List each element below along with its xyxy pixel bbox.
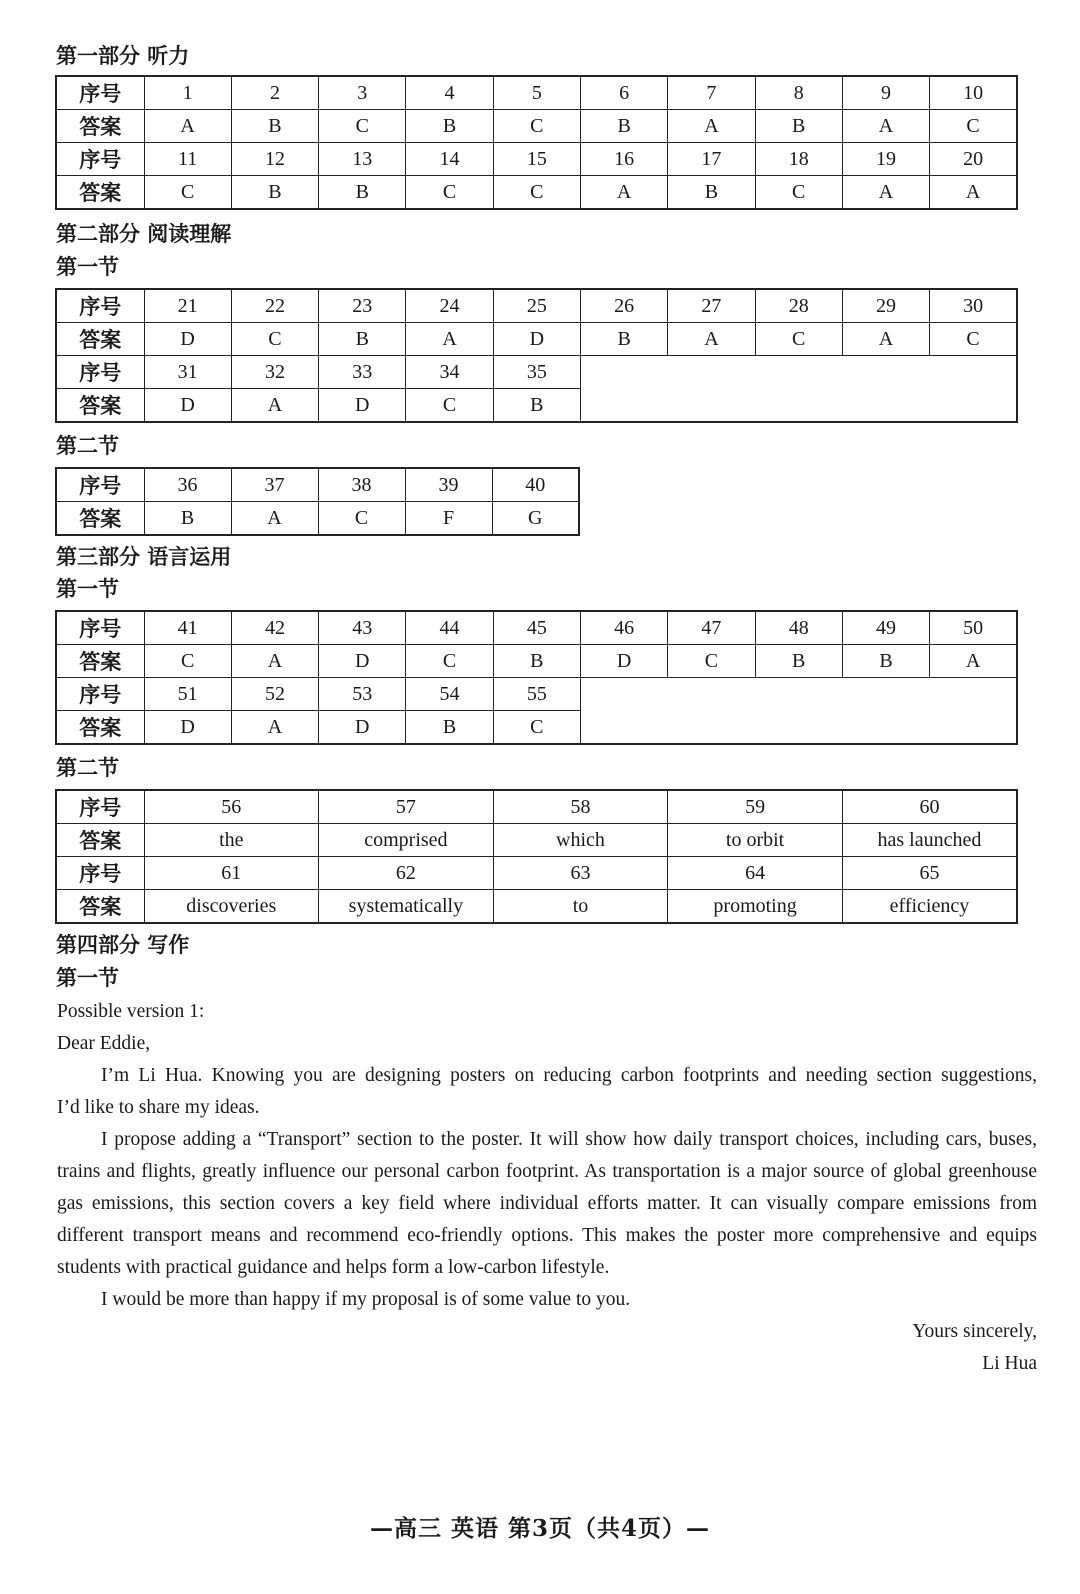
question-number-cell: 3 <box>319 76 406 110</box>
answer-cell: C <box>493 110 580 143</box>
row-label-number: 序号 <box>56 790 144 824</box>
part3-section1-answer-table <box>55 610 1018 745</box>
question-number-cell: 6 <box>580 76 667 110</box>
question-number-cell: 52 <box>231 678 318 711</box>
row-label-answer: 答案 <box>56 711 144 745</box>
answer-cell: F <box>405 502 492 536</box>
page-footer: —高三 英语 第3页（共4页）— <box>369 1515 711 1542</box>
answer-cell: A <box>231 645 318 678</box>
row-label-number: 序号 <box>56 857 144 890</box>
answer-row <box>56 323 1017 356</box>
answer-cell: B <box>493 645 580 678</box>
answer-cell: C <box>144 645 231 678</box>
answer-cell: C <box>144 176 231 210</box>
row-label-answer: 答案 <box>56 502 144 536</box>
question-number-cell: 15 <box>493 143 580 176</box>
question-number-cell: 16 <box>580 143 667 176</box>
question-number-cell: 39 <box>405 468 492 502</box>
row-label-number: 序号 <box>56 611 144 645</box>
row-label-number: 序号 <box>56 76 144 110</box>
answer-cell: A <box>668 110 755 143</box>
part2-title: 第二部分 阅读理解 <box>56 221 232 246</box>
part1-title: 第一部分 听力 <box>56 43 190 68</box>
part3-section2-answer-table <box>55 789 1018 924</box>
question-number-cell: 27 <box>668 289 755 323</box>
question-number-cell: 33 <box>319 356 406 389</box>
answer-cell: C <box>755 176 842 210</box>
letter-closing: Yours sincerely, <box>912 1321 1037 1342</box>
row-label-number: 序号 <box>56 468 144 502</box>
part4-section1-title: 第一节 <box>56 965 119 990</box>
answer-row <box>56 890 1017 924</box>
part3-title: 第三部分 语言运用 <box>56 544 232 569</box>
answer-row <box>56 711 1017 745</box>
row-label-answer: 答案 <box>56 323 144 356</box>
answer-row <box>56 176 1017 210</box>
question-number-cell: 65 <box>842 857 1017 890</box>
number-row <box>56 678 1017 711</box>
version-label: Possible version 1: <box>57 1001 205 1022</box>
question-number-cell: 48 <box>755 611 842 645</box>
empty-cell <box>580 356 1017 389</box>
answer-cell: A <box>231 389 318 423</box>
number-row <box>56 356 1017 389</box>
answer-cell: to orbit <box>668 824 843 857</box>
answer-cell: B <box>144 502 231 536</box>
question-number-cell: 20 <box>930 143 1017 176</box>
question-number-cell: 58 <box>493 790 668 824</box>
answer-cell: which <box>493 824 668 857</box>
answer-cell: B <box>580 323 667 356</box>
answer-cell: B <box>493 389 580 423</box>
question-number-cell: 8 <box>755 76 842 110</box>
row-label-number: 序号 <box>56 356 144 389</box>
answer-cell: A <box>668 323 755 356</box>
answer-cell: C <box>755 323 842 356</box>
question-number-cell: 36 <box>144 468 231 502</box>
answer-cell: C <box>930 110 1017 143</box>
number-row <box>56 611 1017 645</box>
question-number-cell: 18 <box>755 143 842 176</box>
question-number-cell: 55 <box>493 678 580 711</box>
question-number-cell: 25 <box>493 289 580 323</box>
number-row <box>56 468 579 502</box>
answer-cell: C <box>231 323 318 356</box>
answer-cell: B <box>231 176 318 210</box>
row-label-number: 序号 <box>56 143 144 176</box>
question-number-cell: 45 <box>493 611 580 645</box>
question-number-cell: 64 <box>668 857 843 890</box>
letter-paragraph-1-line-1: I’m Li Hua. Knowing you are designing posters on reducing carbon footprints and needing section suggestions, <box>101 1065 1037 1086</box>
question-number-cell: 9 <box>842 76 929 110</box>
question-number-cell: 46 <box>580 611 667 645</box>
answer-cell: the <box>144 824 319 857</box>
question-number-cell: 19 <box>842 143 929 176</box>
answer-cell: C <box>319 110 406 143</box>
answer-cell: C <box>930 323 1017 356</box>
letter-signature: Li Hua <box>982 1353 1037 1374</box>
question-number-cell: 61 <box>144 857 319 890</box>
question-number-cell: 29 <box>842 289 929 323</box>
answer-cell: D <box>319 389 406 423</box>
question-number-cell: 2 <box>231 76 318 110</box>
answer-cell: C <box>406 389 493 423</box>
answer-cell: discoveries <box>144 890 319 924</box>
question-number-cell: 43 <box>319 611 406 645</box>
answer-cell: G <box>492 502 579 536</box>
question-number-cell: 1 <box>144 76 231 110</box>
writing-sample-letter <box>57 996 1037 1380</box>
answer-row <box>56 824 1017 857</box>
letter-paragraph-3: I would be more than happy if my proposal is of some value to you. <box>101 1289 631 1310</box>
answer-cell: D <box>144 711 231 745</box>
number-row <box>56 857 1017 890</box>
row-label-answer: 答案 <box>56 824 144 857</box>
answer-cell: A <box>842 323 929 356</box>
question-number-cell: 14 <box>406 143 493 176</box>
answer-cell: efficiency <box>842 890 1017 924</box>
answer-cell: B <box>406 711 493 745</box>
question-number-cell: 63 <box>493 857 668 890</box>
question-number-cell: 23 <box>319 289 406 323</box>
question-number-cell: 35 <box>493 356 580 389</box>
part1-answer-table <box>55 75 1018 210</box>
row-label-number: 序号 <box>56 289 144 323</box>
question-number-cell: 13 <box>319 143 406 176</box>
answer-cell: has launched <box>842 824 1017 857</box>
answer-cell: B <box>231 110 318 143</box>
answer-cell: C <box>668 645 755 678</box>
question-number-cell: 62 <box>319 857 494 890</box>
question-number-cell: 38 <box>318 468 405 502</box>
question-number-cell: 34 <box>406 356 493 389</box>
answer-cell: B <box>755 645 842 678</box>
empty-cell <box>580 678 1017 711</box>
answer-row <box>56 110 1017 143</box>
question-number-cell: 60 <box>842 790 1017 824</box>
question-number-cell: 12 <box>231 143 318 176</box>
question-number-cell: 56 <box>144 790 319 824</box>
question-number-cell: 10 <box>930 76 1017 110</box>
answer-cell: A <box>231 711 318 745</box>
answer-cell: A <box>842 176 929 210</box>
part2-section1-answer-table <box>55 288 1018 423</box>
question-number-cell: 7 <box>668 76 755 110</box>
row-label-answer: 答案 <box>56 176 144 210</box>
answer-cell: A <box>930 645 1017 678</box>
row-label-answer: 答案 <box>56 110 144 143</box>
row-label-answer: 答案 <box>56 389 144 423</box>
question-number-cell: 32 <box>231 356 318 389</box>
number-row <box>56 76 1017 110</box>
answer-cell: B <box>406 110 493 143</box>
answer-cell: A <box>406 323 493 356</box>
empty-cell <box>580 389 1017 423</box>
number-row <box>56 289 1017 323</box>
question-number-cell: 17 <box>668 143 755 176</box>
question-number-cell: 28 <box>755 289 842 323</box>
row-label-answer: 答案 <box>56 645 144 678</box>
answer-cell: C <box>493 711 580 745</box>
question-number-cell: 5 <box>493 76 580 110</box>
question-number-cell: 11 <box>144 143 231 176</box>
question-number-cell: 50 <box>930 611 1017 645</box>
answer-cell: to <box>493 890 668 924</box>
row-label-answer: 答案 <box>56 890 144 924</box>
question-number-cell: 59 <box>668 790 843 824</box>
part4-title: 第四部分 写作 <box>56 932 190 957</box>
question-number-cell: 31 <box>144 356 231 389</box>
letter-salutation: Dear Eddie, <box>57 1033 151 1054</box>
answer-row <box>56 502 579 536</box>
question-number-cell: 51 <box>144 678 231 711</box>
answer-cell: D <box>319 711 406 745</box>
answer-row <box>56 389 1017 423</box>
answer-row <box>56 645 1017 678</box>
question-number-cell: 37 <box>231 468 318 502</box>
part2-section2-answer-table <box>55 467 580 536</box>
answer-cell: C <box>493 176 580 210</box>
row-label-number: 序号 <box>56 678 144 711</box>
question-number-cell: 49 <box>842 611 929 645</box>
answer-cell: C <box>406 645 493 678</box>
question-number-cell: 22 <box>231 289 318 323</box>
question-number-cell: 30 <box>930 289 1017 323</box>
answer-cell: B <box>842 645 929 678</box>
answer-cell: A <box>930 176 1017 210</box>
question-number-cell: 26 <box>580 289 667 323</box>
answer-cell: B <box>319 176 406 210</box>
question-number-cell: 53 <box>319 678 406 711</box>
empty-cell <box>580 711 1017 745</box>
answer-cell: A <box>144 110 231 143</box>
part3-section2-title: 第二节 <box>56 755 119 780</box>
question-number-cell: 41 <box>144 611 231 645</box>
letter-paragraph-1-line-2: I’d like to share my ideas. <box>57 1097 260 1118</box>
answer-cell: D <box>580 645 667 678</box>
answer-cell: C <box>406 176 493 210</box>
answer-cell: D <box>144 389 231 423</box>
number-row <box>56 143 1017 176</box>
question-number-cell: 57 <box>319 790 494 824</box>
answer-cell: A <box>842 110 929 143</box>
letter-paragraph-2: I propose adding a “Transport” section to the poster. It will show how daily transport choices, including cars, buses, trains and flights, greatly influence our personal carbon footprint. As transportation is a major source of global greenhouse gas emissions, this section covers a key field where individual efforts matter. It can visually compare emissions from different transport means and recommend eco-friendly options. This makes the poster more comprehensive and equips students with practical guidance and helps form a low-carbon lifestyle. <box>57 1129 1037 1278</box>
answer-cell: B <box>755 110 842 143</box>
answer-cell: A <box>231 502 318 536</box>
question-number-cell: 42 <box>231 611 318 645</box>
answer-cell: C <box>318 502 405 536</box>
number-row <box>56 790 1017 824</box>
answer-cell: B <box>319 323 406 356</box>
question-number-cell: 40 <box>492 468 579 502</box>
answer-cell: B <box>668 176 755 210</box>
question-number-cell: 54 <box>406 678 493 711</box>
question-number-cell: 21 <box>144 289 231 323</box>
answer-cell: A <box>580 176 667 210</box>
answer-cell: D <box>493 323 580 356</box>
answer-cell: D <box>319 645 406 678</box>
answer-cell: B <box>580 110 667 143</box>
answer-cell: systematically <box>319 890 494 924</box>
question-number-cell: 24 <box>406 289 493 323</box>
part2-section1-title: 第一节 <box>56 254 119 279</box>
answer-cell: comprised <box>319 824 494 857</box>
question-number-cell: 4 <box>406 76 493 110</box>
part2-section2-title: 第二节 <box>56 433 119 458</box>
answer-cell: promoting <box>668 890 843 924</box>
part3-section1-title: 第一节 <box>56 576 119 601</box>
question-number-cell: 47 <box>668 611 755 645</box>
answer-cell: D <box>144 323 231 356</box>
question-number-cell: 44 <box>406 611 493 645</box>
